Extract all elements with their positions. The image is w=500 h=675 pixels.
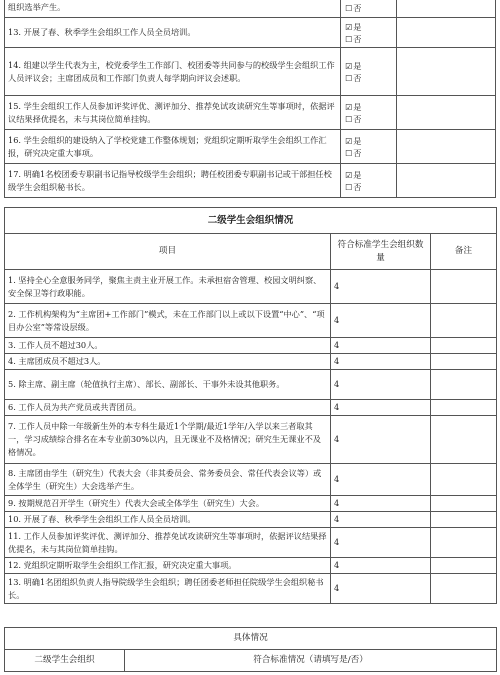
- checklist-row: [5, 164, 496, 198]
- unchecked-box-icon[interactable]: ☐: [345, 2, 353, 13]
- header-note: 备注: [431, 234, 497, 270]
- col-compliance: 符合标准情况（请填写是/否）: [125, 650, 497, 672]
- criteria-text: 2. 工作机构架构为“主席团+工作部门”模式，未在工作部门以上或以下设置“中心”、“项目办公室”等常设层级。: [5, 304, 331, 338]
- unchecked-box-icon[interactable]: ☐: [345, 147, 353, 158]
- criteria-text: 10. 开展了春、秋季学生会组织工作人员全员培训。: [5, 512, 331, 528]
- option-unchecked[interactable]: [344, 33, 393, 45]
- option-unchecked[interactable]: [344, 181, 393, 193]
- criteria-text: 1. 坚持全心全意服务同学，聚焦主责主业开展工作。未承担宿舍管理、校园文明纠察、安全保卫等行政职能。: [5, 270, 331, 304]
- option-label: 否: [353, 113, 362, 124]
- criteria-row: [5, 574, 497, 604]
- criteria-note-cell[interactable]: [431, 512, 497, 528]
- checked-box-icon[interactable]: ☑: [345, 135, 353, 146]
- criteria-note-cell[interactable]: [431, 496, 497, 512]
- unchecked-box-icon[interactable]: ☐: [345, 181, 353, 192]
- criteria-row: [5, 338, 497, 354]
- checklist-item-text: 15. 学生会组织工作人员参加评奖评优、测评加分、推荐免试攻读研究生等事项时，依据评议结果择优提名，未与其岗位简单挂钩。: [5, 96, 341, 130]
- criteria-note-cell[interactable]: [431, 354, 497, 370]
- option-label: 否: [353, 33, 362, 44]
- criteria-text: 13. 明确1名团组织负责人指导院级学生会组织；聘任团委老师担任院级学生会组织秘书长。: [5, 574, 331, 604]
- checked-box-icon[interactable]: ☑: [345, 101, 353, 112]
- criteria-text: 7. 工作人员中除一年级新生外的本专科生最近1个学期/最近1学年/入学以来三者取其一，学习成绩综合排名在本专业前30%以内，且无课业不及格情况；研究生无课业不及格情况。: [5, 416, 331, 464]
- checklist-item-text: 16. 学生会组织的建设纳入了学校党建工作整体规划；党组织定期听取学生会组织工作汇报，研究决定重大事项。: [5, 130, 341, 164]
- criteria-row: [5, 464, 497, 496]
- criteria-note-cell[interactable]: [431, 338, 497, 354]
- checklist-item-text: 17. 明确1名校团委专职副书记指导校级学生会组织；聘任校团委专职副书记或干部担任校级学生会组织秘书长。: [5, 164, 341, 198]
- option-checked[interactable]: [344, 135, 393, 147]
- criteria-row: [5, 354, 497, 370]
- option-label: 否: [353, 147, 362, 158]
- col-secondary-union: 二级学生会组织: [5, 650, 125, 672]
- criteria-row: [5, 400, 497, 416]
- criteria-row: [5, 496, 497, 512]
- criteria-note-cell[interactable]: [431, 370, 497, 400]
- checklist-note-cell: [396, 18, 495, 48]
- section-title: 二级学生会组织情况: [5, 208, 497, 234]
- checklist-note-cell: [396, 48, 495, 96]
- checklist-item-text: 14. 组建以学生代表为主，校党委学生工作部门、校团委等共同参与的校级学生会组织工作人员评议会；主席团成员和工作部门负责人每学期向评议会述职。: [5, 48, 341, 96]
- unchecked-box-icon[interactable]: ☐: [345, 113, 353, 124]
- criteria-count-value[interactable]: 4: [331, 354, 431, 370]
- unchecked-box-icon[interactable]: ☐: [345, 33, 353, 44]
- checklist-options: [341, 164, 397, 198]
- criteria-note-cell[interactable]: [431, 400, 497, 416]
- checklist-options: [341, 18, 397, 48]
- checklist-note-cell: [396, 0, 495, 18]
- option-label: 是: [353, 21, 362, 32]
- criteria-row: [5, 370, 497, 400]
- checked-box-icon[interactable]: ☑: [345, 21, 353, 32]
- checklist-options: [341, 0, 397, 18]
- checklist-item-text: 13. 开展了春、秋季学生会组织工作人员全员培训。: [5, 18, 341, 48]
- header-item: 项目: [5, 234, 331, 270]
- option-unchecked[interactable]: [344, 113, 393, 125]
- criteria-note-cell[interactable]: [431, 464, 497, 496]
- secondary-union-table: [4, 207, 497, 604]
- criteria-count-value[interactable]: 4: [331, 338, 431, 354]
- checklist-row: [5, 18, 496, 48]
- criteria-note-cell[interactable]: [431, 574, 497, 604]
- option-checked[interactable]: [344, 60, 393, 72]
- criteria-text: 3. 工作人员不超过30人。: [5, 338, 331, 354]
- option-unchecked[interactable]: [344, 2, 393, 14]
- criteria-text: 6. 工作人员为共产党员或共青团员。: [5, 400, 331, 416]
- criteria-count-value[interactable]: 4: [331, 512, 431, 528]
- criteria-count-value[interactable]: 4: [331, 270, 431, 304]
- checklist-row: [5, 130, 496, 164]
- option-checked[interactable]: [344, 101, 393, 113]
- option-label: 是: [353, 101, 362, 112]
- criteria-text: 5. 除主席、副主席（轮值执行主席）、部长、副部长、干事外未设其他职务。: [5, 370, 331, 400]
- criteria-count-value[interactable]: 4: [331, 464, 431, 496]
- criteria-text: 9. 按期规范召开学生（研究生）代表大会或全体学生（研究生）大会。: [5, 496, 331, 512]
- criteria-count-value[interactable]: 4: [331, 528, 431, 558]
- criteria-count-value[interactable]: 4: [331, 304, 431, 338]
- criteria-text: 4. 主席团成员不超过3人。: [5, 354, 331, 370]
- checklist-options: [341, 96, 397, 130]
- option-label: 是: [353, 169, 362, 180]
- checked-box-icon[interactable]: ☑: [345, 60, 353, 71]
- criteria-row: [5, 416, 497, 464]
- criteria-row: [5, 270, 497, 304]
- checklist-item-text: 组织选举产生。: [5, 0, 341, 18]
- checklist-row: [5, 96, 496, 130]
- criteria-row: [5, 512, 497, 528]
- option-checked[interactable]: [344, 169, 393, 181]
- option-checked[interactable]: [344, 21, 393, 33]
- specific-situation-table: [4, 627, 497, 672]
- criteria-count-value[interactable]: 4: [331, 496, 431, 512]
- criteria-count-value[interactable]: 4: [331, 416, 431, 464]
- option-label: 否: [353, 2, 362, 13]
- option-label: 是: [353, 135, 362, 146]
- checklist-row: [5, 48, 496, 96]
- criteria-text: 8. 主席团由学生（研究生）代表大会（非其委员会、常务委员会、常任代表会议等）或全体学生（研究生）大会选举产生。: [5, 464, 331, 496]
- criteria-count-value[interactable]: 4: [331, 574, 431, 604]
- criteria-count-value[interactable]: 4: [331, 370, 431, 400]
- criteria-note-cell[interactable]: [431, 416, 497, 464]
- checked-box-icon[interactable]: ☑: [345, 169, 353, 180]
- checklist-options: [341, 48, 397, 96]
- header-count: 符合标准学生会组织数量: [331, 234, 431, 270]
- checklist-row: [5, 0, 496, 18]
- criteria-count-value[interactable]: 4: [331, 400, 431, 416]
- option-label: 是: [353, 60, 362, 71]
- checklist-note-cell: [396, 130, 495, 164]
- criteria-row: [5, 528, 497, 558]
- checklist-options: [341, 130, 397, 164]
- section-title-specific: 具体情况: [5, 628, 497, 650]
- school-level-checklist-table: [4, 0, 496, 198]
- criteria-note-cell[interactable]: [431, 528, 497, 558]
- option-label: 否: [353, 72, 362, 83]
- criteria-row: [5, 558, 497, 574]
- checklist-note-cell: [396, 96, 495, 130]
- unchecked-box-icon[interactable]: ☐: [345, 72, 353, 83]
- option-unchecked[interactable]: [344, 72, 393, 84]
- option-label: 否: [353, 181, 362, 192]
- criteria-count-value[interactable]: 4: [331, 558, 431, 574]
- checklist-note-cell: [396, 164, 495, 198]
- criteria-text: 11. 工作人员参加评奖评优、测评加分、推荐免试攻读研究生等事项时，依据评议结果择优提名，未与其岗位简单挂钩。: [5, 528, 331, 558]
- option-unchecked[interactable]: [344, 147, 393, 159]
- criteria-row: [5, 304, 497, 338]
- criteria-note-cell[interactable]: [431, 558, 497, 574]
- criteria-note-cell[interactable]: [431, 270, 497, 304]
- criteria-note-cell[interactable]: [431, 304, 497, 338]
- criteria-text: 12. 党组织定期听取学生会组织工作汇报，研究决定重大事项。: [5, 558, 331, 574]
